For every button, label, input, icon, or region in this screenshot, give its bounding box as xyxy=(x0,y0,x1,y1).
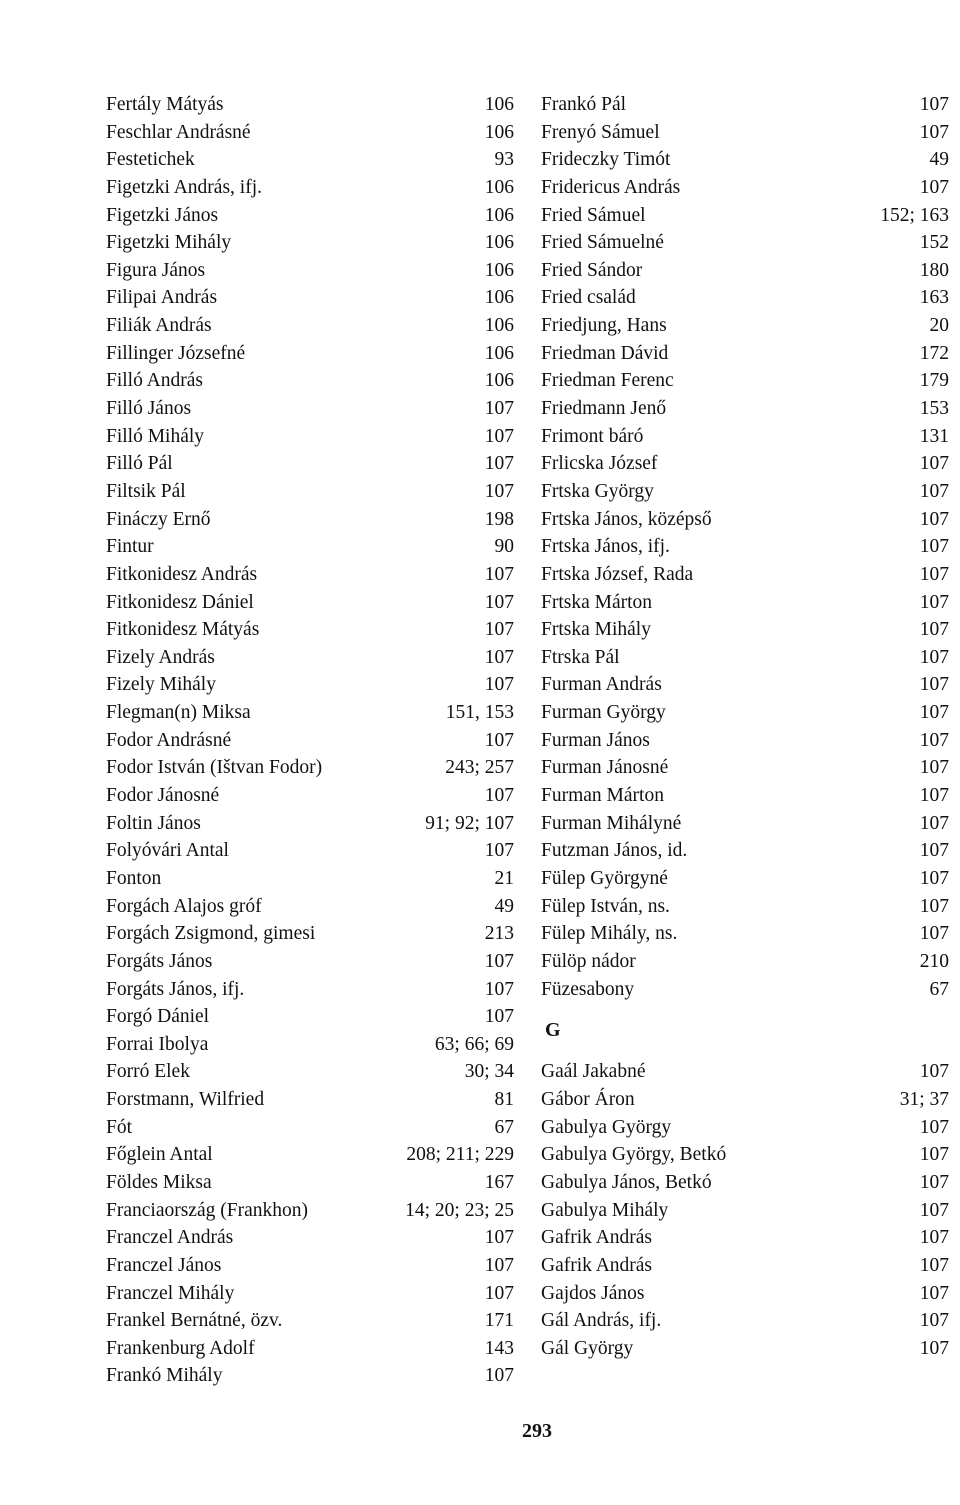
index-entry-pages: 153 xyxy=(919,398,949,420)
index-entry-name: Fried Sámuelné xyxy=(541,232,664,254)
index-entry-pages: 67 xyxy=(494,1116,514,1138)
index-entry-name: Fizely András xyxy=(106,646,215,668)
index-entry-name: Gaál Jakabné xyxy=(541,1061,646,1083)
index-entry-pages: 20 xyxy=(929,315,949,337)
index-entry xyxy=(541,782,949,810)
index-entry-name: Frenyó Sámuel xyxy=(541,121,660,143)
index-entry-name: Furman Jánosné xyxy=(541,757,669,779)
index-entry xyxy=(106,1086,514,1114)
index-entry xyxy=(106,91,514,119)
index-entry xyxy=(541,893,949,921)
index-entry-pages: 81 xyxy=(494,1089,514,1111)
index-entry-pages: 21 xyxy=(494,867,514,889)
index-entry xyxy=(106,644,514,672)
index-entry-pages: 107 xyxy=(484,646,514,668)
index-entry-name: Forró Elek xyxy=(106,1061,190,1083)
index-entry-name: Fried Sámuel xyxy=(541,204,646,226)
index-entry xyxy=(541,1280,949,1308)
index-entry-name: Franczel Mihály xyxy=(106,1282,235,1304)
index-entry-name: Forstmann, Wilfried xyxy=(106,1089,265,1111)
index-entry xyxy=(106,340,514,368)
index-entry-name: Fülep István, ns. xyxy=(541,895,670,917)
index-entry xyxy=(106,284,514,312)
index-entry-pages: 107 xyxy=(484,619,514,641)
index-entry-pages: 107 xyxy=(484,729,514,751)
index-entry-name: Filló Mihály xyxy=(106,425,205,447)
index-entry-pages: 107 xyxy=(484,425,514,447)
index-entry xyxy=(541,727,949,755)
index-entry-name: Frimont báró xyxy=(541,425,644,447)
index-entry-name: Frtska János, középső xyxy=(541,508,712,530)
index-entry xyxy=(541,1197,949,1225)
index-entry-pages: 106 xyxy=(484,259,514,281)
index-entry-name: Gafrik András xyxy=(541,1227,653,1249)
index-entry-name: Furman Mihályné xyxy=(541,812,682,834)
index-entry xyxy=(106,478,514,506)
index-entry-name: Furman Márton xyxy=(541,785,664,807)
index-entry xyxy=(106,533,514,561)
index-entry-name: Festetichek xyxy=(106,149,195,171)
index-entry xyxy=(541,699,949,727)
index-entry-pages: 49 xyxy=(494,895,514,917)
index-entry-name: Füzesabony xyxy=(541,978,635,1000)
index-entry-pages: 30; 34 xyxy=(464,1061,514,1083)
index-entry-name: Figetzki András, ifj. xyxy=(106,176,262,198)
index-entry xyxy=(541,1086,949,1114)
index-entry xyxy=(106,1362,514,1390)
index-entry-name: Friedmann Jenő xyxy=(541,398,667,420)
index-entry-pages: 106 xyxy=(484,176,514,198)
index-entry-pages: 106 xyxy=(484,232,514,254)
index-entry-pages: 107 xyxy=(484,674,514,696)
index-entry-name: Fitkonidesz Dániel xyxy=(106,591,254,613)
index-entry-pages: 243; 257 xyxy=(445,757,514,779)
index-entry-pages: 107 xyxy=(484,1227,514,1249)
index-entry-name: Friedman Ferenc xyxy=(541,370,674,392)
index-entry-pages: 107 xyxy=(484,398,514,420)
index-entry-name: Fülöp nádor xyxy=(541,950,636,972)
index-entry xyxy=(106,1197,514,1225)
index-entry-name: Frideczky Timót xyxy=(541,149,671,171)
index-entry-pages: 107 xyxy=(919,1116,949,1138)
index-entry xyxy=(106,616,514,644)
index-entry-name: Futzman János, id. xyxy=(541,840,688,862)
index-entry xyxy=(106,810,514,838)
index-entry xyxy=(541,146,949,174)
index-entry-name: Forgách Alajos gróf xyxy=(106,895,262,917)
index-entry-pages: 107 xyxy=(919,176,949,198)
index-entry-pages: 107 xyxy=(919,812,949,834)
index-entry-name: Fizely Mihály xyxy=(106,674,216,696)
index-entry-name: Gabulya György xyxy=(541,1116,672,1138)
index-entry-pages: 107 xyxy=(919,674,949,696)
index-entry xyxy=(541,1169,949,1197)
index-entry-name: Frtska Márton xyxy=(541,591,653,613)
index-entry-pages: 107 xyxy=(919,536,949,558)
index-entry xyxy=(541,589,949,617)
index-entry-pages: 107 xyxy=(919,619,949,641)
index-entry-name: Fináczy Ernő xyxy=(106,508,211,530)
index-entry-name: Ftrska Pál xyxy=(541,646,620,668)
index-entry-pages: 107 xyxy=(919,121,949,143)
index-entry-name: Furman András xyxy=(541,674,662,696)
index-entry-pages: 107 xyxy=(919,1172,949,1193)
index-entry-pages: 107 xyxy=(919,1282,949,1304)
index-entry-pages: 107 xyxy=(919,563,949,585)
index-entry-pages: 107 xyxy=(919,1061,949,1083)
index-entry-pages: 106 xyxy=(484,370,514,392)
index-entry xyxy=(106,1335,514,1363)
index-entry-pages: 107 xyxy=(919,1199,949,1221)
index-entry-pages: 163 xyxy=(919,287,949,309)
index-entry-name: Filló Pál xyxy=(106,453,173,475)
index-entry-pages: 167 xyxy=(484,1171,514,1193)
index-entry xyxy=(541,174,949,202)
index-entry-name: Filló János xyxy=(106,398,192,420)
index-entry-pages: 107 xyxy=(484,1254,514,1276)
index-entry-pages: 107 xyxy=(919,785,949,807)
index-entry xyxy=(541,1058,949,1086)
index-section-g xyxy=(541,1058,949,1362)
index-entry-pages: 93 xyxy=(494,149,514,171)
index-entry xyxy=(541,284,949,312)
index-entry xyxy=(541,616,949,644)
index-entry xyxy=(106,671,514,699)
index-entry xyxy=(541,976,949,1004)
index-entry xyxy=(541,1252,949,1280)
index-entry xyxy=(106,312,514,340)
section-letter-g: G xyxy=(545,1019,561,1042)
index-entry-name: Frtska János, ifj. xyxy=(541,536,670,558)
index-entry-name: Forgó Dániel xyxy=(106,1006,210,1028)
index-entry-pages: 107 xyxy=(919,94,949,115)
index-entry xyxy=(541,202,949,230)
index-entry-pages: 91; 92; 107 xyxy=(425,812,514,834)
index-entry xyxy=(106,699,514,727)
index-entry-pages: 107 xyxy=(919,480,949,502)
index-entry xyxy=(106,506,514,534)
index-entry-name: Furman György xyxy=(541,702,666,724)
index-entry-name: Franczel András xyxy=(106,1227,234,1249)
index-entry-name: Friedjung, Hans xyxy=(541,315,667,337)
index-entry xyxy=(541,119,949,147)
index-entry-name: Figetzki János xyxy=(106,204,219,226)
index-entry xyxy=(106,1058,514,1086)
index-entry-pages: 107 xyxy=(484,453,514,475)
index-entry-pages: 107 xyxy=(919,702,949,724)
index-entry-pages: 106 xyxy=(484,204,514,226)
index-entry xyxy=(106,561,514,589)
index-entry-name: Földes Miksa xyxy=(106,1171,212,1193)
index-entry-name: Gafrik András xyxy=(541,1254,653,1276)
index-entry-pages: 31; 37 xyxy=(899,1089,949,1111)
index-entry xyxy=(106,837,514,865)
index-entry-pages: 107 xyxy=(919,729,949,751)
index-entry xyxy=(106,589,514,617)
index-entry-name: Forgáts János xyxy=(106,950,213,972)
index-entry xyxy=(106,1252,514,1280)
index-entry xyxy=(541,340,949,368)
index-entry xyxy=(541,865,949,893)
index-entry-name: Fitkonidesz András xyxy=(106,563,258,585)
index-entry-pages: 180 xyxy=(919,259,949,281)
index-entry xyxy=(106,146,514,174)
index-entry xyxy=(541,533,949,561)
index-entry-name: Frankel Bernátné, özv. xyxy=(106,1310,283,1332)
index-entry-name: Fried Sándor xyxy=(541,259,643,281)
index-entry-pages: 63; 66; 69 xyxy=(434,1033,514,1055)
index-entry xyxy=(106,257,514,285)
index-entry-name: Furman János xyxy=(541,729,650,751)
index-entry-pages: 14; 20; 23; 25 xyxy=(405,1199,514,1221)
index-entry-name: Fintur xyxy=(106,536,154,558)
index-entry-pages: 107 xyxy=(919,591,949,613)
index-entry xyxy=(106,367,514,395)
index-entry-pages: 106 xyxy=(484,94,514,115)
index-entry-pages: 90 xyxy=(494,536,514,558)
index-entry-name: Filipai András xyxy=(106,287,218,309)
index-entry-name: Figetzki Mihály xyxy=(106,232,232,254)
index-entry-name: Fodor István (Ištvan Fodor) xyxy=(106,757,323,779)
index-entry-name: Fodor Jánosné xyxy=(106,785,220,807)
index-entry-name: Fülep Mihály, ns. xyxy=(541,923,678,945)
index-entry-pages: 107 xyxy=(919,840,949,862)
index-entry xyxy=(541,229,949,257)
index-entry-pages: 107 xyxy=(484,785,514,807)
index-entry xyxy=(106,1280,514,1308)
index-entry xyxy=(106,423,514,451)
index-entry-pages: 107 xyxy=(919,867,949,889)
index-entry-name: Frankenburg Adolf xyxy=(106,1337,255,1359)
index-entry xyxy=(541,644,949,672)
index-entry-pages: 213 xyxy=(484,923,514,945)
index-entry xyxy=(106,1224,514,1252)
index-entry xyxy=(541,1141,949,1169)
index-entry xyxy=(541,395,949,423)
index-entry-pages: 198 xyxy=(484,508,514,530)
index-entry xyxy=(106,395,514,423)
index-entry-name: Filiák András xyxy=(106,315,212,337)
index-entry-name: Filtsik Pál xyxy=(106,480,186,502)
index-entry-pages: 67 xyxy=(929,978,949,1000)
index-entry-pages: 107 xyxy=(919,923,949,945)
index-entry xyxy=(106,948,514,976)
index-entry xyxy=(541,1335,949,1363)
index-entry xyxy=(106,202,514,230)
index-entry xyxy=(106,174,514,202)
index-entry-name: Frankó Pál xyxy=(541,94,627,115)
index-entry-name: Frtska György xyxy=(541,480,654,502)
index-entry-pages: 151, 153 xyxy=(445,702,514,724)
index-entry-pages: 107 xyxy=(484,591,514,613)
index-entry-name: Főglein Antal xyxy=(106,1144,213,1166)
index-entry-name: Gabulya János, Betkó xyxy=(541,1172,712,1193)
index-entry xyxy=(541,91,949,119)
index-entry xyxy=(106,450,514,478)
index-entry xyxy=(541,920,949,948)
index-entry-name: Franczel János xyxy=(106,1254,222,1276)
index-entry-name: Gál András, ifj. xyxy=(541,1310,662,1332)
index-entry-name: Fülep Györgyné xyxy=(541,867,668,889)
index-column-left xyxy=(106,91,514,1390)
index-entry xyxy=(541,837,949,865)
index-entry xyxy=(541,257,949,285)
index-entry-pages: 172 xyxy=(919,342,949,364)
index-entry xyxy=(541,948,949,976)
index-entry-name: Figura János xyxy=(106,259,206,281)
index-entry-pages: 106 xyxy=(484,121,514,143)
index-entry-name: Flegman(n) Miksa xyxy=(106,702,251,724)
index-entry-pages: 106 xyxy=(484,287,514,309)
index-entry xyxy=(541,561,949,589)
index-entry-name: Fodor Andrásné xyxy=(106,729,232,751)
index-entry-pages: 106 xyxy=(484,342,514,364)
index-entry xyxy=(106,1114,514,1142)
index-entry-name: Forgáts János, ifj. xyxy=(106,978,245,1000)
index-entry-pages: 179 xyxy=(919,370,949,392)
index-entry-pages: 107 xyxy=(484,1365,514,1387)
index-entry xyxy=(106,1031,514,1059)
index-entry-name: Frtska Mihály xyxy=(541,619,651,641)
index-entry xyxy=(106,893,514,921)
index-entry-name: Franciaország (Frankhon) xyxy=(106,1199,308,1221)
index-entry-name: Gajdos János xyxy=(541,1282,645,1304)
index-entry-pages: 107 xyxy=(484,950,514,972)
index-entry xyxy=(106,119,514,147)
index-entry-pages: 210 xyxy=(919,950,949,972)
index-entry xyxy=(106,1141,514,1169)
index-entry xyxy=(106,1307,514,1335)
index-entry-name: Foltin János xyxy=(106,812,201,834)
index-entry-name: Filló András xyxy=(106,370,203,392)
index-entry-pages: 107 xyxy=(484,1006,514,1028)
index-entry-pages: 107 xyxy=(919,508,949,530)
index-entry-pages: 107 xyxy=(484,1282,514,1304)
index-entry xyxy=(541,312,949,340)
index-entry-name: Fridericus András xyxy=(541,176,681,198)
index-entry-name: Gabulya György, Betkó xyxy=(541,1144,727,1166)
index-entry-name: Feschlar Andrásné xyxy=(106,121,251,143)
index-column-right xyxy=(541,91,949,1362)
index-entry xyxy=(541,478,949,506)
index-entry-name: Gabulya Mihály xyxy=(541,1199,669,1221)
index-entry xyxy=(106,754,514,782)
index-entry xyxy=(106,976,514,1004)
index-entry-name: Frtska József, Rada xyxy=(541,563,694,585)
index-entry xyxy=(541,506,949,534)
index-entry-name: Frankó Mihály xyxy=(106,1365,223,1387)
index-entry-name: Forgách Zsigmond, gimesi xyxy=(106,923,316,945)
index-entry-pages: 107 xyxy=(484,840,514,862)
index-entry-pages: 107 xyxy=(484,978,514,1000)
index-entry-pages: 106 xyxy=(484,315,514,337)
index-entry xyxy=(541,450,949,478)
index-entry xyxy=(541,754,949,782)
index-entry-name: Fried család xyxy=(541,287,636,309)
index-entry-pages: 143 xyxy=(484,1337,514,1359)
index-entry-pages: 152 xyxy=(919,232,949,254)
index-entry xyxy=(541,1224,949,1252)
index-entry-pages: 107 xyxy=(484,480,514,502)
index-entry xyxy=(541,810,949,838)
index-entry xyxy=(106,1003,514,1031)
index-entry-name: Fertály Mátyás xyxy=(106,94,224,115)
index-entry-pages: 107 xyxy=(919,757,949,779)
index-entry-pages: 152; 163 xyxy=(880,204,949,226)
index-entry-pages: 107 xyxy=(919,1254,949,1276)
index-entry-name: Folyóvári Antal xyxy=(106,840,229,862)
index-entry-pages: 208; 211; 229 xyxy=(406,1144,514,1166)
index-entry-pages: 107 xyxy=(919,453,949,475)
index-entry xyxy=(541,367,949,395)
index-entry xyxy=(106,1169,514,1197)
index-entry-pages: 107 xyxy=(919,646,949,668)
index-entry xyxy=(541,671,949,699)
index-entry xyxy=(106,229,514,257)
index-entry xyxy=(106,920,514,948)
index-entry xyxy=(106,727,514,755)
index-entry-pages: 131 xyxy=(919,425,949,447)
index-entry-pages: 107 xyxy=(919,1144,949,1166)
index-entry-pages: 49 xyxy=(929,149,949,171)
index-entry-name: Fillinger Józsefné xyxy=(106,342,246,364)
index-entry-pages: 107 xyxy=(919,895,949,917)
index-section-f-continued xyxy=(541,91,949,1003)
index-entry-name: Gábor Áron xyxy=(541,1089,635,1111)
index-entry-pages: 107 xyxy=(484,563,514,585)
index-entry-name: Fót xyxy=(106,1116,133,1138)
index-entry xyxy=(106,782,514,810)
index-entry xyxy=(541,1114,949,1142)
index-entry-name: Fonton xyxy=(106,867,162,889)
index-entry-name: Gál György xyxy=(541,1337,634,1359)
index-entry-name: Friedman Dávid xyxy=(541,342,669,364)
index-entry-name: Fitkonidesz Mátyás xyxy=(106,619,260,641)
index-entry xyxy=(541,1307,949,1335)
index-entry-name: Frlicska József xyxy=(541,453,658,475)
index-entry-name: Forrai Ibolya xyxy=(106,1033,209,1055)
index-entry xyxy=(541,423,949,451)
page-number: 293 xyxy=(522,1420,552,1442)
index-entry-pages: 107 xyxy=(919,1227,949,1249)
index-entry-pages: 107 xyxy=(919,1337,949,1359)
index-entry xyxy=(106,865,514,893)
index-entry-pages: 107 xyxy=(919,1310,949,1332)
index-entry-pages: 171 xyxy=(484,1310,514,1332)
